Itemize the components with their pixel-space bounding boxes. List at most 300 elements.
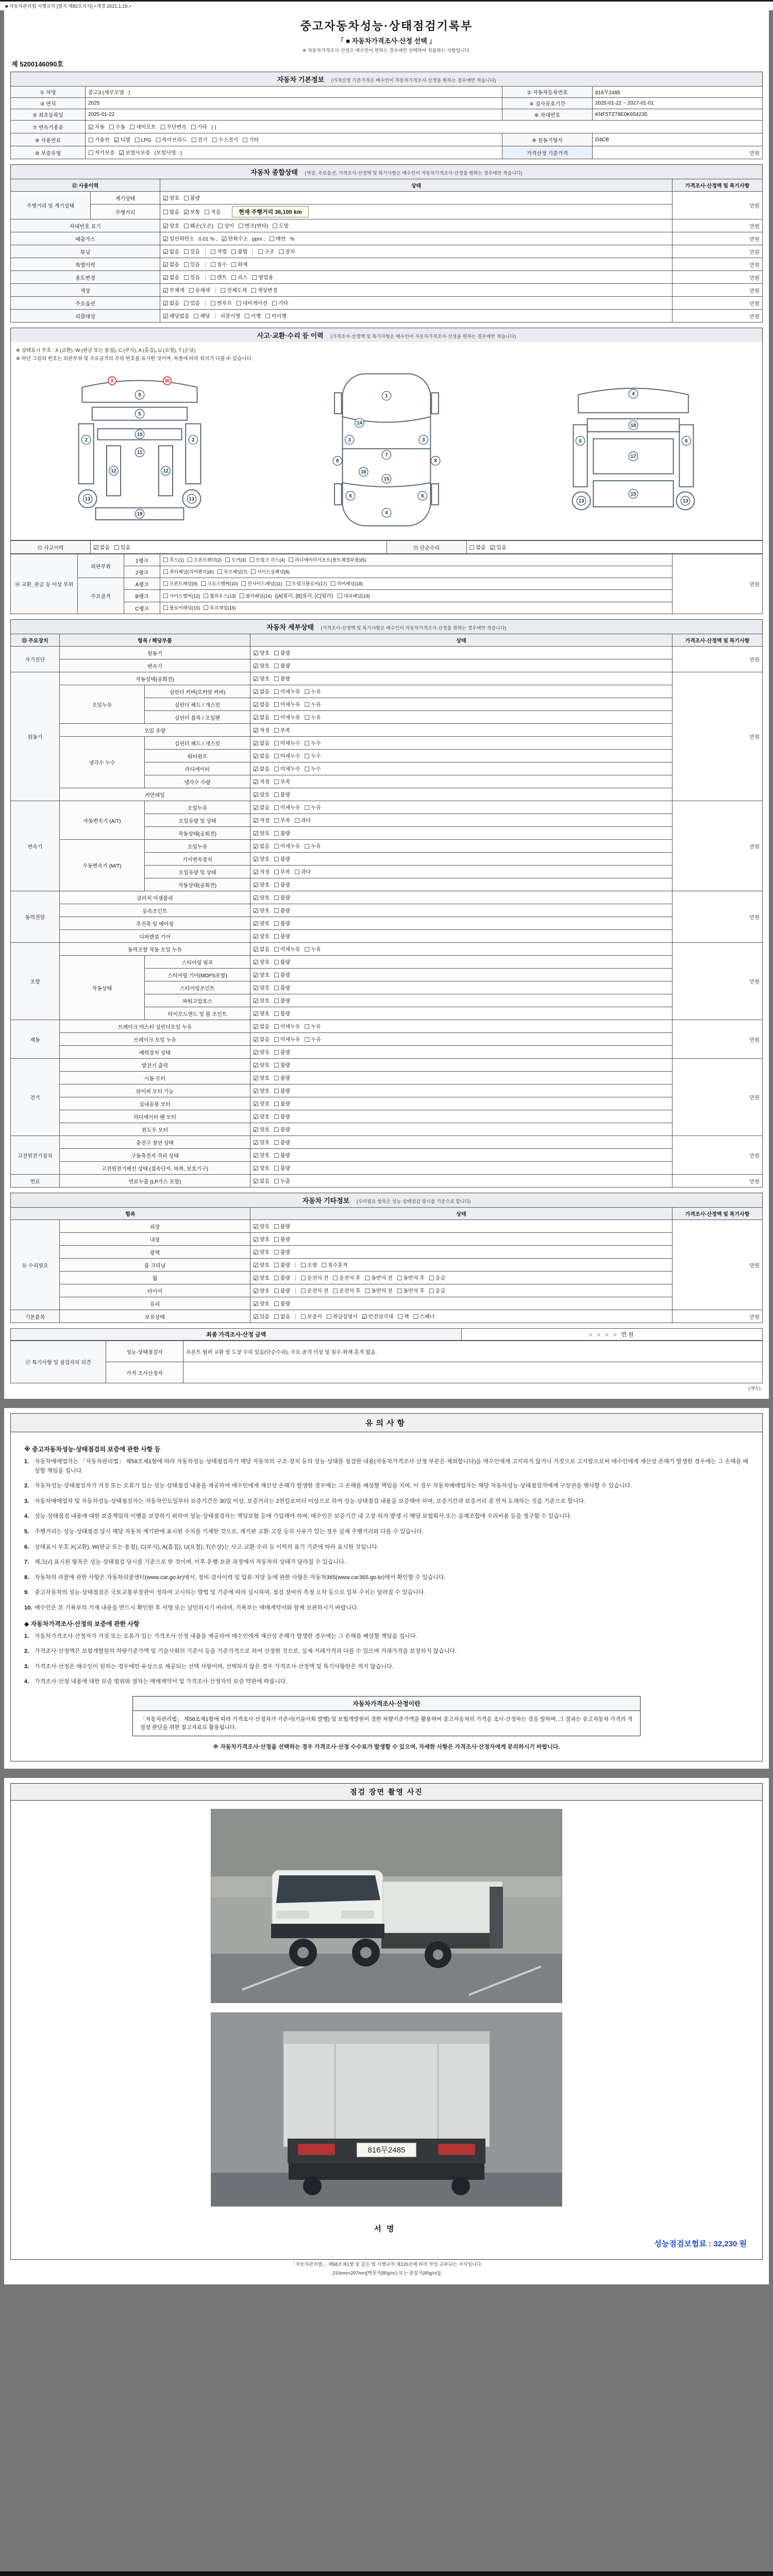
checkbox-option[interactable]: ☐ 불량	[274, 1126, 291, 1133]
checkbox-option[interactable]: ☐ 루프레일(16)	[203, 604, 236, 612]
checkbox-option[interactable]: ☐ 취급설명서	[326, 1313, 358, 1320]
checkbox-option[interactable]: ☐ 구조	[258, 248, 275, 256]
checkbox-option[interactable]: ☐ 장치	[278, 248, 295, 256]
checkbox-icon: ☐	[88, 149, 94, 157]
checkbox-option[interactable]: ☐ 누유	[304, 804, 321, 811]
checkbox-icon: ☑	[253, 663, 259, 670]
checkbox-option[interactable]: ☐ 불량	[274, 1113, 291, 1121]
checkbox-option[interactable]: ☑ 없음	[253, 946, 270, 953]
checkbox-option[interactable]: ☐ 불량	[274, 1075, 291, 1082]
checkbox-option[interactable]: ☑ 디젤	[113, 137, 130, 144]
checkbox-option[interactable]: ☐ 리스	[231, 274, 248, 281]
checkbox-option[interactable]: ☐ 침수흔적	[321, 1262, 348, 1269]
device-item: 윈도우 모터	[60, 1123, 250, 1136]
checkbox-option[interactable]: ☑ 없음	[253, 1023, 270, 1030]
checkbox-option[interactable]: ☑ 양호	[253, 856, 270, 863]
checkbox-option[interactable]: ☐ 해당	[193, 313, 210, 320]
checkbox-option[interactable]: ☑ 없음	[163, 248, 180, 256]
notice-item	[24, 1497, 749, 1506]
checkbox-option[interactable]: ☐ 누유	[304, 688, 321, 696]
checkbox-option[interactable]: ☐ 누유	[304, 946, 321, 953]
checkbox-option[interactable]: ☐ 세미오토	[129, 124, 156, 131]
price-cell: 만원	[673, 219, 763, 232]
checkbox-option[interactable]: ☐ 있음	[183, 300, 200, 307]
checkbox-icon: ☐	[236, 300, 242, 307]
checkbox-icon: ☑	[253, 843, 259, 850]
checkbox-option[interactable]: ☐ 인사이드패널(11)	[241, 580, 282, 587]
checkbox-option[interactable]: ☐ 불량	[274, 1139, 291, 1146]
checkbox-option[interactable]: ☐ 불량	[274, 1287, 291, 1295]
device-item: 연료누출 (LP가스 포함)	[60, 1175, 250, 1188]
checkbox-option[interactable]: ☐ 불법	[231, 248, 248, 256]
checkbox-option[interactable]: ☑ 없음	[163, 261, 180, 268]
checkbox-option[interactable]: ☐ 불량	[274, 1249, 291, 1256]
checkbox-option[interactable]: ☑ 양호	[253, 1236, 270, 1243]
notice-section1-items	[24, 1458, 749, 1613]
checkbox-option[interactable]: ☐ 불량	[274, 1165, 291, 1172]
checkbox-option[interactable]: ☐ 크로스멤버(10)	[200, 580, 238, 587]
checkbox-option[interactable]: ☑ 적정	[253, 778, 270, 786]
row-status	[250, 994, 673, 1007]
detail-row	[11, 1310, 763, 1323]
row-status	[250, 1233, 673, 1246]
panel-number	[135, 448, 144, 456]
checkbox-option[interactable]: ☐ 응급	[428, 1287, 446, 1295]
checkbox-option[interactable]: ☑ 양호	[253, 907, 270, 914]
row-label: ⑫ 사고이력	[11, 541, 91, 554]
panel-number	[682, 436, 691, 445]
checkbox-option[interactable]: ☐ 없음	[469, 544, 486, 551]
checkbox-icon: ☑	[253, 856, 259, 863]
checkbox-icon: ☐	[274, 650, 279, 657]
checkbox-option[interactable]: ☐ 루프패널(7)	[217, 568, 247, 575]
checkbox-option[interactable]: ☑ 없음	[253, 843, 270, 850]
checkbox-option[interactable]: ☑ 없음	[93, 544, 110, 551]
checkbox-option[interactable]: ☑ 양호	[253, 791, 270, 799]
checkbox-option[interactable]: ☐ 불량	[274, 856, 291, 863]
section-title-text: 자동차 세부상태	[266, 623, 314, 631]
checkbox-option[interactable]: ☐ 불량	[274, 1262, 291, 1269]
checkbox-option[interactable]: ☑ 없음	[253, 1036, 270, 1043]
checkbox-option[interactable]: ☐ 누출	[274, 1178, 291, 1185]
checkbox-option[interactable]: ☑ 양호	[253, 650, 270, 657]
checkbox-option[interactable]: ☑ 적정	[253, 817, 270, 824]
checkbox-option[interactable]: ☑ 없음	[253, 753, 270, 760]
checkbox-option[interactable]: ☐ 매연	[269, 235, 286, 243]
checkbox-option[interactable]: ☐ 썬루프	[210, 300, 232, 307]
page-bottom-border	[0, 2571, 773, 2576]
detail-row	[11, 1284, 763, 1297]
checkbox-option[interactable]: ☑ 적정	[253, 869, 270, 876]
checkbox-option[interactable]: ☑ 양호	[253, 663, 270, 670]
checkbox-option[interactable]: ☐ 불량	[274, 1275, 291, 1282]
checkbox-option[interactable]: ☑ 없음	[253, 804, 270, 811]
checkbox-option[interactable]: ☐ 플로어패널(15)	[163, 604, 200, 612]
detail-row	[11, 647, 763, 659]
checkbox-option[interactable]: ☐ 운전석 후	[332, 1287, 361, 1295]
checkbox-icon: ☐	[258, 248, 264, 256]
checkbox-option[interactable]: ☑ 보통	[183, 209, 200, 216]
checkbox-option[interactable]: ☐ 동반석 전	[364, 1287, 393, 1295]
checkbox-icon: ☐	[274, 997, 279, 1005]
checkbox-option[interactable]: ☐ 기타	[191, 124, 208, 131]
checkbox-option[interactable]: ☐ 불량	[274, 972, 291, 979]
checkbox-option[interactable]: ☑ 양호	[253, 959, 270, 966]
checkbox-option[interactable]: ☐ 프론트패널(9)	[163, 580, 198, 587]
checkbox-option[interactable]: ☐ 이행	[244, 313, 261, 320]
checkbox-option[interactable]: ☐ 하이브리드	[155, 137, 187, 144]
checkbox-option[interactable]: ☐ 불량	[274, 907, 291, 914]
notice-item-number: 5.	[24, 1528, 29, 1535]
checkbox-option[interactable]: ☐ 불량	[274, 663, 291, 670]
checkbox-icon: ☐	[211, 137, 217, 144]
checkbox-option[interactable]: ☐ 불량	[274, 650, 291, 657]
checkbox-option[interactable]: ☐ 스패너	[413, 1313, 435, 1320]
device-group: 자기진단	[11, 647, 60, 672]
checkbox-icon: ☑	[253, 985, 259, 992]
checkbox-option[interactable]: ☑ 양호	[253, 1223, 270, 1230]
checkbox-option[interactable]: ☐ 미세누유	[274, 701, 300, 708]
checkbox-icon: ☐	[239, 592, 245, 600]
checkbox-option[interactable]: ☐ 전기	[191, 137, 208, 144]
checkbox-icon: ☐	[396, 1275, 402, 1282]
checkbox-option[interactable]: ☐ 트렁크 리드(4)	[249, 556, 285, 564]
checkbox-option[interactable]: ☑ 없음	[253, 740, 270, 747]
checkbox-option[interactable]: ☑ 양호	[253, 1075, 270, 1082]
field-label: ⑤ 최초등록일	[11, 109, 86, 121]
checkbox-icon: ☑	[253, 740, 259, 747]
checkbox-icon: ☑	[93, 544, 99, 551]
checkbox-icon: ☐	[183, 274, 189, 281]
checkbox-option[interactable]: ☐ 미세누수	[274, 753, 300, 760]
checkbox-option[interactable]: ☑ 양호	[253, 1139, 270, 1146]
checkbox-option[interactable]: ☑ 자동	[88, 124, 105, 131]
checkbox-option[interactable]: ☑ 양호	[253, 1049, 270, 1056]
etc-info-table	[10, 1207, 763, 1323]
checkbox-option[interactable]: ☐ 누유	[304, 714, 321, 721]
checkbox-icon: ☐	[274, 972, 279, 979]
checkbox-icon: ☐	[304, 843, 310, 850]
checkbox-option[interactable]: ☐ 과다	[294, 817, 311, 824]
checkbox-icon: ☐	[274, 830, 279, 837]
checkbox-option[interactable]: ☐ 운전석 전	[300, 1287, 329, 1295]
damage-mark	[163, 377, 171, 385]
notice-title: 유의사항	[11, 1414, 762, 1432]
checkbox-option[interactable]: ☐ 렌트	[210, 274, 227, 281]
checkbox-option[interactable]: ☑ 양호	[163, 223, 180, 230]
checkbox-icon: ☐	[231, 261, 237, 268]
field-value: 2025	[86, 98, 502, 109]
checkbox-icon: ☐	[304, 1036, 310, 1043]
device-part: 실린더 헤드 / 개스킷	[145, 698, 250, 711]
checkbox-option[interactable]: ☐ 네비게이션	[236, 300, 268, 307]
checkbox-option[interactable]: ☐ 라디에이터서포트(볼트체결부품)(5)	[288, 556, 366, 564]
checkbox-icon: ☑	[253, 933, 259, 940]
panel-number	[431, 456, 440, 465]
checkbox-option[interactable]: ☐ 기타	[242, 137, 259, 144]
checkbox-option[interactable]: ☐ 변조(변타)	[238, 223, 268, 230]
checkbox-option[interactable]: ☐ 부족	[274, 869, 291, 876]
checkbox-option[interactable]: ☐ 색상변경	[250, 287, 278, 294]
checkbox-option[interactable]: ☐ 미세누유	[274, 843, 300, 850]
checkbox-option[interactable]: ☑ 무채색	[163, 287, 184, 294]
checkbox-option[interactable]: ☑ 양호	[253, 997, 270, 1005]
checkbox-option[interactable]: ☐ 사이드멤버(12)	[163, 592, 200, 600]
row-status	[250, 943, 673, 956]
checkbox-option[interactable]: ☑ 양호	[253, 1287, 270, 1295]
checkbox-option[interactable]: ☑ 양호	[253, 675, 270, 683]
checkbox-option[interactable]: ☐ 자가보증	[88, 149, 115, 157]
basic-info-row	[11, 133, 763, 146]
checkbox-option[interactable]: ☐ 상이	[217, 223, 234, 230]
checkbox-option[interactable]: ☐ 훼손(오손)	[183, 223, 214, 230]
checkbox-option[interactable]: ☑ 안전삼각대	[362, 1313, 394, 1320]
checkbox-icon: ☐	[204, 209, 210, 216]
checkbox-option[interactable]: ☐ 불량	[274, 1236, 291, 1243]
checkbox-option[interactable]: ☑ 없음	[253, 766, 270, 773]
detail-row	[11, 956, 763, 969]
checkbox-option[interactable]: ☐ 불량	[274, 959, 291, 966]
checkbox-option[interactable]: ☐ 불량	[274, 830, 291, 837]
checkbox-option[interactable]: ☑ 보험사보증	[119, 149, 150, 157]
car-diagram-front	[55, 365, 225, 535]
checkbox-option[interactable]: ☐ 사이드실패널(8)	[250, 568, 290, 575]
checkbox-option[interactable]: ☐ 보증서	[300, 1313, 322, 1320]
notice-item-number: 3.	[24, 1498, 29, 1504]
checkbox-icon: ☐	[183, 248, 189, 256]
device-item: 보유상태	[60, 1310, 250, 1323]
checkbox-option[interactable]: ☐ 프론트펜더(2)	[187, 556, 222, 564]
checkbox-icon: ☑	[253, 1262, 259, 1269]
checkbox-option[interactable]: ☐ 전체도색	[220, 287, 247, 294]
checkbox-option[interactable]: ☐ 미세누유	[274, 946, 300, 953]
device-item: 작동상태(공회전)	[60, 672, 250, 685]
checkbox-icon: ☐	[134, 137, 140, 144]
checkbox-icon: ☐	[193, 313, 199, 320]
price-cell: 만원	[673, 672, 763, 801]
checkbox-option[interactable]: ☑ 양호	[253, 1100, 270, 1108]
checkbox-option[interactable]: ☐ 누유	[304, 1023, 321, 1030]
checkbox-option[interactable]: ☐ 수소전기	[211, 137, 239, 144]
checkbox-option[interactable]: ☐ 무단변속	[160, 124, 187, 131]
checkbox-option[interactable]: ☐ 쿼터패널(리어펜더)(6)	[163, 568, 214, 575]
checkbox-option[interactable]: ☐ 있음	[183, 248, 200, 256]
device-group: 전기	[11, 1059, 60, 1136]
checkbox-icon: ☐	[274, 1165, 279, 1172]
checkbox-option[interactable]: ☑ 해당없음	[163, 313, 190, 320]
checkbox-option[interactable]: ☐ 응급	[428, 1275, 446, 1282]
checkbox-option[interactable]: ☐ 운전석 후	[332, 1275, 361, 1282]
checkbox-option[interactable]: ☐ 불량	[274, 1088, 291, 1095]
checkbox-option[interactable]: ☐ 미세누유	[274, 714, 300, 721]
checkbox-option[interactable]: ☐ 있음	[183, 261, 200, 268]
main-form-sheet	[4, 10, 769, 1399]
checkbox-option[interactable]: ☑ 양호	[253, 1300, 270, 1308]
checkbox-option[interactable]: ☐ 많음	[163, 209, 180, 216]
notice-sheet	[4, 1408, 769, 1769]
checkbox-option[interactable]: ☐ 적법	[210, 248, 227, 256]
checkbox-option[interactable]: ☐ 동반석 후	[396, 1275, 425, 1282]
checkbox-option[interactable]: ☐ 누수	[304, 740, 321, 747]
checkbox-option[interactable]: ☐ 불량	[274, 1100, 291, 1108]
checkbox-option[interactable]: ☐ 불량	[183, 195, 200, 202]
checkbox-option[interactable]: ☑ 양호	[253, 1113, 270, 1121]
checkbox-option[interactable]: ☐ 영업용	[251, 274, 274, 281]
checkbox-option[interactable]: ☐ 미세누수	[274, 766, 300, 773]
checkbox-option[interactable]: ☐ 불량	[274, 1062, 291, 1069]
checkbox-option[interactable]: ☐ 미세누유	[274, 804, 300, 811]
checkbox-option[interactable]: ☐ 있음	[114, 544, 131, 551]
checkbox-option[interactable]: ☑ 양호	[253, 1126, 270, 1133]
checkbox-icon: ☐	[210, 248, 216, 256]
checkbox-option[interactable]: ☐ 불량	[274, 882, 291, 889]
checkbox-option[interactable]: ☐ 누수	[304, 766, 321, 773]
checkbox-option[interactable]: ☑ 양호	[253, 894, 270, 902]
checkbox-option[interactable]: ☐ 후드(1)	[163, 556, 184, 564]
checkbox-icon: ☑	[253, 1010, 259, 1018]
checkbox-icon: ☐	[163, 556, 169, 564]
checkbox-option[interactable]: ☑ 있음	[253, 1313, 270, 1320]
checkbox-icon: ☑	[253, 1126, 259, 1133]
checkbox-option[interactable]: ☑ 양호	[253, 933, 270, 940]
checkbox-option[interactable]: ☐ 불량	[274, 1049, 291, 1056]
checkbox-option[interactable]: ☑ 양호	[253, 920, 270, 927]
checkbox-option[interactable]: ☐ 도어(3)	[225, 556, 246, 564]
checkbox-option[interactable]: ☐ 미세누유	[274, 688, 300, 696]
checkbox-option[interactable]: ☐ 화재	[231, 261, 248, 268]
checkbox-option[interactable]: ☑ 양호	[253, 1152, 270, 1159]
checkbox-option[interactable]: ☑ 양호	[253, 1010, 270, 1018]
checkbox-icon: ☑	[253, 907, 259, 914]
checkbox-option[interactable]: ☐ 기타	[272, 300, 289, 307]
checkbox-option[interactable]: ☐ 불량	[274, 920, 291, 927]
checkbox-option[interactable]: ☐ 불량	[274, 1300, 291, 1308]
checkbox-option[interactable]: ☐ 오염	[300, 1262, 317, 1269]
checkbox-option[interactable]: ☑ 양호	[253, 882, 270, 889]
checkbox-option[interactable]: ☐ 침수	[210, 261, 227, 268]
panel-number	[382, 474, 391, 483]
checkbox-option[interactable]: ☐ 동반석 후	[396, 1287, 425, 1295]
row-status	[250, 775, 673, 788]
checkbox-option[interactable]: ☐ 부족	[274, 778, 291, 786]
checkbox-option[interactable]: ☐ 부족	[274, 727, 291, 734]
checkbox-option[interactable]: ☐ 도말	[272, 223, 289, 230]
checkbox-option[interactable]: ☑ 양호	[253, 972, 270, 979]
checkbox-option[interactable]: ☐ 유채색	[188, 287, 210, 294]
checkbox-option[interactable]: ☐ 적음	[204, 209, 221, 216]
checkbox-option[interactable]: ☐ 미세누유	[274, 1023, 300, 1030]
checkbox-option[interactable]: ☑ 없음	[163, 300, 180, 307]
checkbox-option[interactable]: ☐ 불량	[274, 791, 291, 799]
svg-text:2: 2	[85, 437, 88, 443]
svg-text:17: 17	[630, 454, 636, 460]
checkbox-option[interactable]: ☐ 동반석 전	[364, 1275, 393, 1282]
checkbox-option[interactable]: ☑ 양호	[253, 1165, 270, 1172]
section-title-overall	[10, 164, 763, 179]
checkbox-option[interactable]: ☐ 대쉬패널(19)	[337, 592, 370, 600]
checkbox-icon: ☐	[191, 124, 196, 131]
checkbox-icon: ☐	[203, 604, 209, 612]
checkbox-option[interactable]: ☐ 미세누유	[274, 1036, 300, 1043]
checkbox-option[interactable]: ☐ 불량	[274, 1223, 291, 1230]
license-plate-text: 816무2485	[367, 2146, 406, 2155]
notice-item-number: 7.	[24, 1559, 29, 1566]
checkbox-option[interactable]: ☐ 누유	[304, 843, 321, 850]
checkbox-option[interactable]: ☐ 과다	[294, 869, 311, 876]
price-cell: 만원	[673, 1220, 763, 1310]
checkbox-option[interactable]: ☐ 운전석 전	[300, 1275, 329, 1282]
checkbox-option[interactable]: ☐ 누유	[304, 701, 321, 708]
checkbox-option[interactable]: ☐ 미세누수	[274, 740, 300, 747]
checkbox-option[interactable]: ☐ 부족	[274, 817, 291, 824]
basic-info-table	[10, 86, 763, 159]
checkbox-option[interactable]: ☐ 누수	[304, 753, 321, 760]
checkbox-option[interactable]: ☑ 양호	[253, 1249, 270, 1256]
checkbox-option[interactable]: ☐ 필러패널(14)	[239, 592, 272, 600]
checkbox-option[interactable]: ☑ 없음	[253, 688, 270, 696]
checkbox-option[interactable]: ☐ 있음	[183, 274, 200, 281]
checkbox-icon: ☐	[469, 544, 475, 551]
checkbox-option[interactable]: ☐ 잭	[397, 1313, 409, 1320]
detail-row	[11, 840, 763, 853]
detail-row	[11, 1233, 763, 1246]
checkbox-option[interactable]: ☑ 양호	[253, 830, 270, 837]
footer-line-1: 「자동차관리법」 제58조제1항 및 같은 법 시행규칙 제120조에 따라 작성·교부되는 서식입니다.	[291, 2262, 482, 2267]
checkbox-option[interactable]: ☑ 일산화탄소	[163, 235, 195, 243]
checkbox-option[interactable]: ☐ 불량	[274, 985, 291, 992]
checkbox-icon: ☐	[241, 580, 247, 587]
checkbox-option[interactable]: ☐ 불량	[274, 1010, 291, 1018]
checkbox-option[interactable]: ☐ 없음	[274, 1313, 291, 1320]
checkbox-option[interactable]: ☑ 탄화수소	[221, 235, 248, 243]
checkbox-option[interactable]: ☑ 양호	[253, 1275, 270, 1282]
checkbox-option[interactable]: ☐ 불량	[274, 1152, 291, 1159]
checkbox-option[interactable]: ☑ 양호	[253, 1088, 270, 1095]
checkbox-option[interactable]: ☑ 양호	[253, 985, 270, 992]
checkbox-icon: ☑	[362, 1313, 367, 1320]
checkbox-option[interactable]: ☑ 양호	[253, 1262, 270, 1269]
checkbox-icon: ☐	[163, 592, 169, 600]
photo-section-title: 점검 장면 촬영 사진	[11, 1784, 762, 1801]
checkbox-option[interactable]: ☐ 불량	[274, 894, 291, 902]
row-label: 차대번호 표기	[11, 219, 160, 232]
checkbox-option[interactable]: ☐ 수동	[109, 124, 126, 131]
checkbox-option[interactable]: ☐ 가솔린	[88, 137, 110, 144]
checkbox-option[interactable]: ☐ 휠하우스(13)	[203, 592, 236, 600]
checkbox-option[interactable]: ☐ 누유	[304, 1036, 321, 1043]
checkbox-option[interactable]: ☑ 양호	[253, 1062, 270, 1069]
checkbox-option[interactable]: ☐ 미이행	[265, 313, 287, 320]
detail-row	[11, 1072, 763, 1084]
checkbox-option[interactable]: ☐ 리어패널(18)	[330, 580, 363, 587]
checkbox-option[interactable]: ☑ 없음	[163, 274, 180, 281]
checkbox-option[interactable]: ☐ 불량	[274, 675, 291, 683]
checkbox-icon: ☐	[249, 556, 255, 564]
overall-row	[11, 245, 763, 258]
checkbox-option[interactable]: ☑ 없음	[253, 1178, 270, 1185]
checkbox-icon: ☐	[274, 740, 279, 747]
checkbox-option[interactable]: ☑ 적정	[253, 727, 270, 734]
checkbox-option[interactable]: ☑ 양호	[163, 195, 180, 202]
checkbox-option[interactable]: ☐ 불량	[274, 933, 291, 940]
checkbox-option[interactable]: ☑ 없음	[253, 714, 270, 721]
checkbox-option[interactable]: ☑ 있음	[490, 544, 507, 551]
checkbox-option[interactable]: ☐ 트렁크플로어(17)	[285, 580, 327, 587]
checkbox-option[interactable]: ☐ LPG	[134, 137, 152, 144]
price-select-note: ※ 자동차가격조사·산정은 매수인이 원하는 경우에만 선택하여 적용하는 사항입니다.	[302, 48, 471, 53]
checkbox-option[interactable]: ☑ 없음	[253, 701, 270, 708]
checkbox-option[interactable]: ☐ 불량	[274, 997, 291, 1005]
